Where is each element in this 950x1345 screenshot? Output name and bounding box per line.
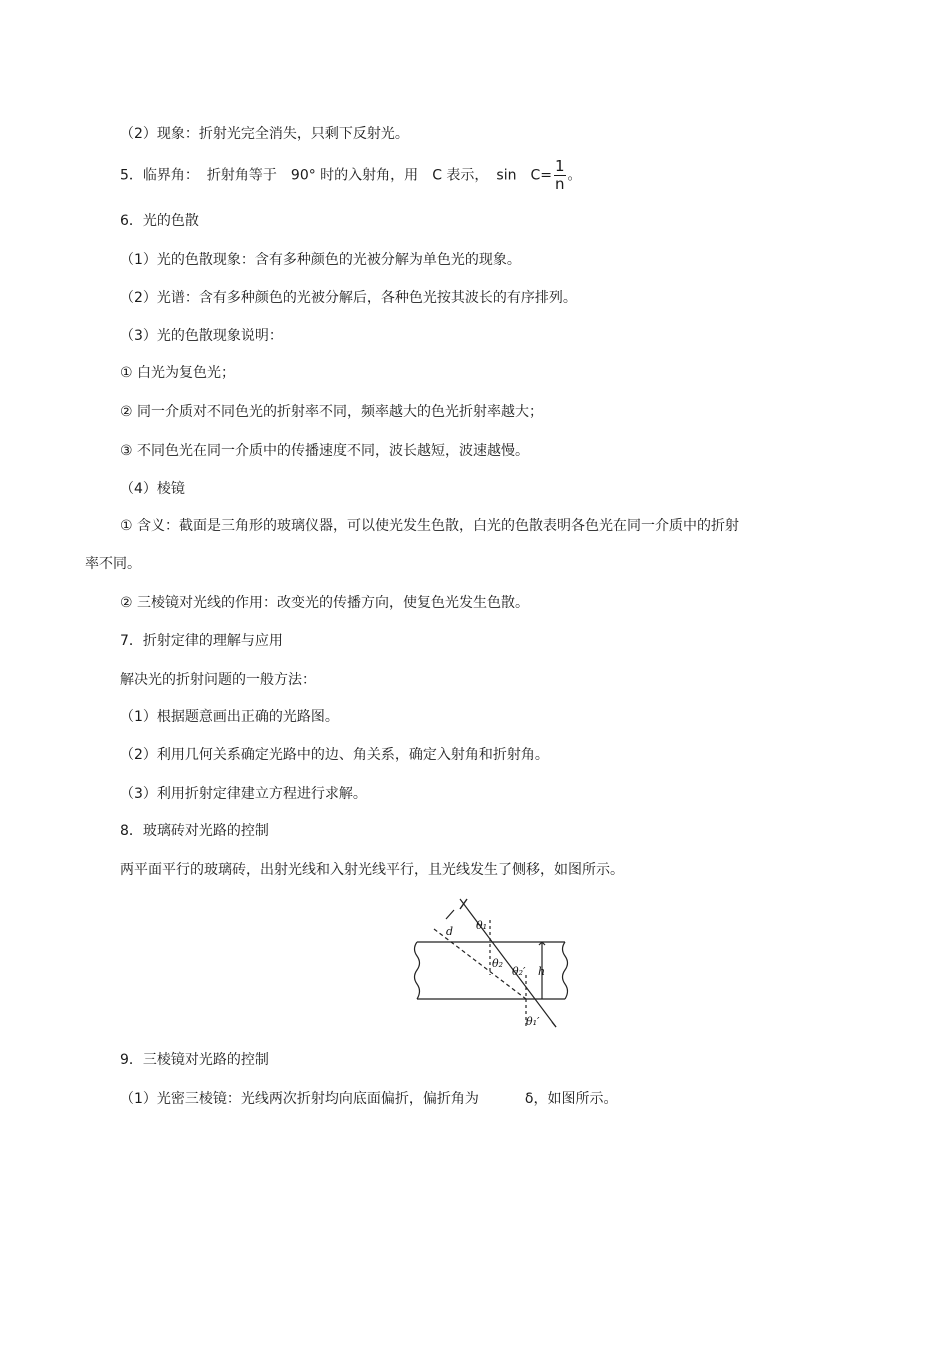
text-line-18: （3）利用折射定律建立方程进行求解。 — [120, 786, 367, 802]
text-line-8: ② 同一介质对不同色光的折射率不同，频率越大的色光折射率越大； — [120, 404, 543, 420]
text-line-17: （2）利用几何关系确定光路中的边、角关系，确定入射角和折射角。 — [120, 747, 549, 763]
section-heading-9: 9．三棱镜对光路的控制 — [120, 1052, 269, 1068]
text-line-critical-angle — [120, 158, 582, 193]
sin-label: sin — [496, 167, 517, 184]
text-line-11: ① 含义：截面是三角形的玻璃仪器，可以使光发生色散，白光的色散表明各色光在同一介质中的折射 — [120, 518, 739, 534]
label-d: d — [446, 925, 454, 938]
glass-slab-figure — [412, 895, 572, 1039]
critical-angle-heading: 5．临界角： — [120, 167, 199, 184]
fraction-denominator: n — [555, 175, 565, 193]
text-line-16: （1）根据题意画出正确的光路图。 — [120, 709, 339, 725]
text-line-10: （4）棱镜 — [120, 481, 185, 497]
text-line-20: 两平面平行的玻璃砖，出射光线和入射光线平行，且光线发生了侧移，如图所示。 — [120, 862, 624, 878]
label-h: h — [538, 965, 546, 978]
ray-arrowhead — [552, 1022, 556, 1027]
text-line-7: ① 白光为复色光； — [120, 365, 236, 381]
critical-angle-end: 。 — [567, 167, 582, 184]
text-line-22 — [120, 1089, 617, 1109]
critical-angle-text-b: 90° 时的入射角，用 — [290, 167, 419, 184]
text-line-6: （3）光的色散现象说明： — [120, 328, 283, 344]
original-ray-extension — [434, 929, 526, 999]
text-line-15: 解决光的折射问题的一般方法： — [120, 672, 316, 688]
label-theta1-prime: θ₁′ — [526, 1015, 540, 1028]
text-line-4: （1）光的色散现象：含有多种颜色的光被分解为单色光的现象。 — [120, 252, 521, 268]
section-heading-7: 7．折射定律的理解与应用 — [120, 633, 283, 649]
text-line-12: 率不同。 — [85, 556, 141, 572]
section-heading-8: 8．玻璃砖对光路的控制 — [120, 823, 269, 839]
prism-text-b: δ，如图所示。 — [524, 1091, 618, 1107]
text-line-5: （2）光谱：含有多种颜色的光被分解后，各种色光按其波长的有序排列。 — [120, 290, 577, 306]
fraction-one-over-n — [554, 158, 566, 193]
section-heading-6: 6．光的色散 — [120, 213, 199, 229]
label-theta2-prime: θ₂′ — [512, 965, 526, 978]
formula-lhs: C= — [530, 167, 552, 184]
text-line-1: （2）现象：折射光完全消失，只剩下反射光。 — [120, 126, 409, 142]
glass-slab-diagram — [412, 895, 572, 1035]
text-line-13: ② 三棱镜对光线的作用：改变光的传播方向，使复色光发生色散。 — [120, 595, 529, 611]
critical-angle-text-a: 折射角等于 — [206, 167, 277, 184]
text-line-9: ③ 不同色光在同一介质中的传播速度不同，波长越短，波速越慢。 — [120, 443, 529, 459]
slab-right-break — [563, 942, 568, 999]
offset-marker-a — [446, 910, 454, 919]
prism-text-a: （1）光密三棱镜：光线两次折射均向底面偏折，偏折角为 — [120, 1091, 479, 1107]
critical-angle-text-c: C 表示， — [432, 167, 489, 184]
slab-left-break — [415, 942, 420, 999]
label-theta2: θ₂ — [492, 957, 504, 970]
fraction-numerator: 1 — [555, 157, 565, 175]
label-theta1: θ₁ — [476, 919, 488, 932]
